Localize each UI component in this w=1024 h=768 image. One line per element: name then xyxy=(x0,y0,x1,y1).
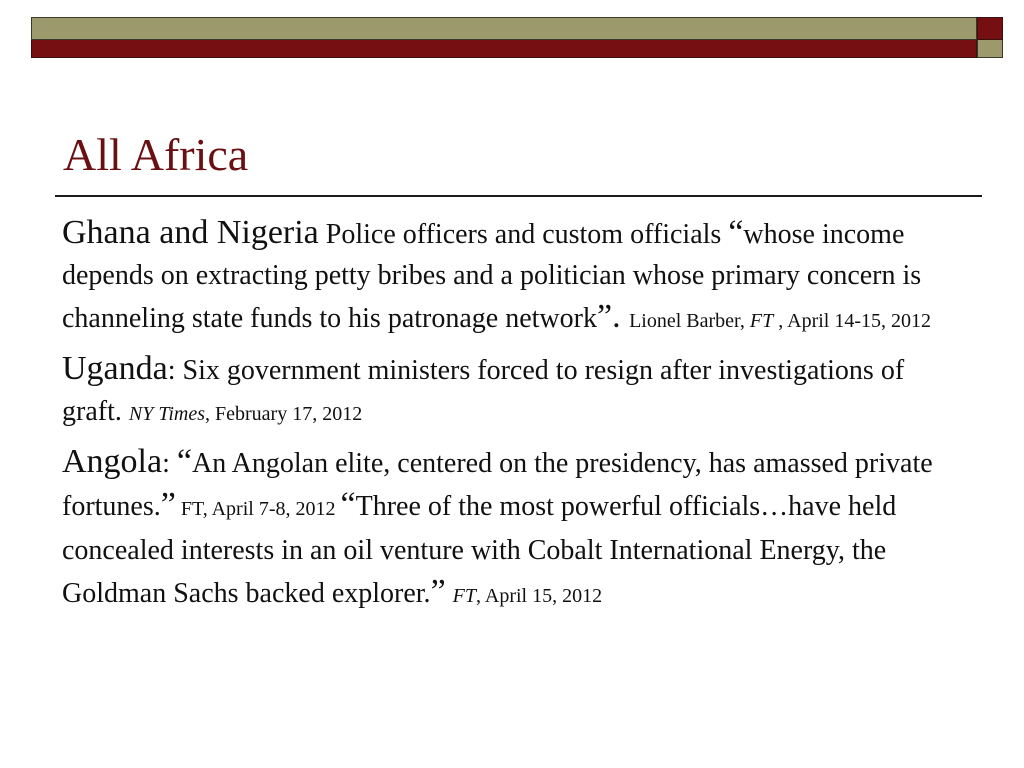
open-quote: “ xyxy=(176,443,192,480)
close-quote: ” xyxy=(430,573,446,610)
paragraph-angola xyxy=(62,441,967,617)
quote-text: whose income depends on extracting petty bribes and a politician whose primary concern is channeling state funds to his patronage network xyxy=(62,219,922,334)
paragraph-text: Police officers and custom officials xyxy=(318,219,729,250)
citation-author: Lionel Barber, xyxy=(629,310,750,332)
colon: : xyxy=(162,448,177,479)
paragraph-ghana-nigeria xyxy=(62,212,967,342)
paragraph-uganda xyxy=(62,348,967,435)
period: . xyxy=(612,298,630,335)
citation-source: NY Times xyxy=(128,403,206,425)
citation-date: , April 14-15, 2012 xyxy=(773,310,932,332)
header-corner-square-olive xyxy=(977,40,1003,58)
slide-body xyxy=(62,212,967,623)
citation-date: , February 17, 2012 xyxy=(205,403,363,425)
open-quote: “ xyxy=(340,486,356,523)
country-heading: Uganda xyxy=(62,350,168,387)
country-heading: Ghana and Nigeria xyxy=(62,214,319,251)
paragraph-text: : Six government ministers forced to resign after investigations of graft xyxy=(62,355,905,427)
open-quote: “ xyxy=(728,214,744,251)
header-band-maroon xyxy=(31,40,977,58)
country-heading: Angola xyxy=(62,443,163,480)
quote-text: An Angolan elite, centered on the presidency, has amassed private fortunes. xyxy=(62,448,933,522)
quote-text: Three of the most powerful officials…have held concealed interests in an oil venture with Cobalt International Energy, the Goldman Sachs backed explorer. xyxy=(62,491,897,609)
title-divider xyxy=(55,195,982,197)
citation-source: FT xyxy=(749,310,774,332)
header-band-olive xyxy=(31,17,977,40)
close-quote: ” xyxy=(596,298,613,335)
citation-date: , April 15, 2012 xyxy=(476,585,603,607)
slide-title: All Africa xyxy=(63,129,249,180)
citation-source: FT xyxy=(452,585,476,607)
close-quote: ” xyxy=(160,486,176,523)
header-corner-square-maroon xyxy=(977,17,1003,40)
citation: FT, April 7-8, 2012 xyxy=(175,498,341,520)
period: . xyxy=(114,396,129,427)
